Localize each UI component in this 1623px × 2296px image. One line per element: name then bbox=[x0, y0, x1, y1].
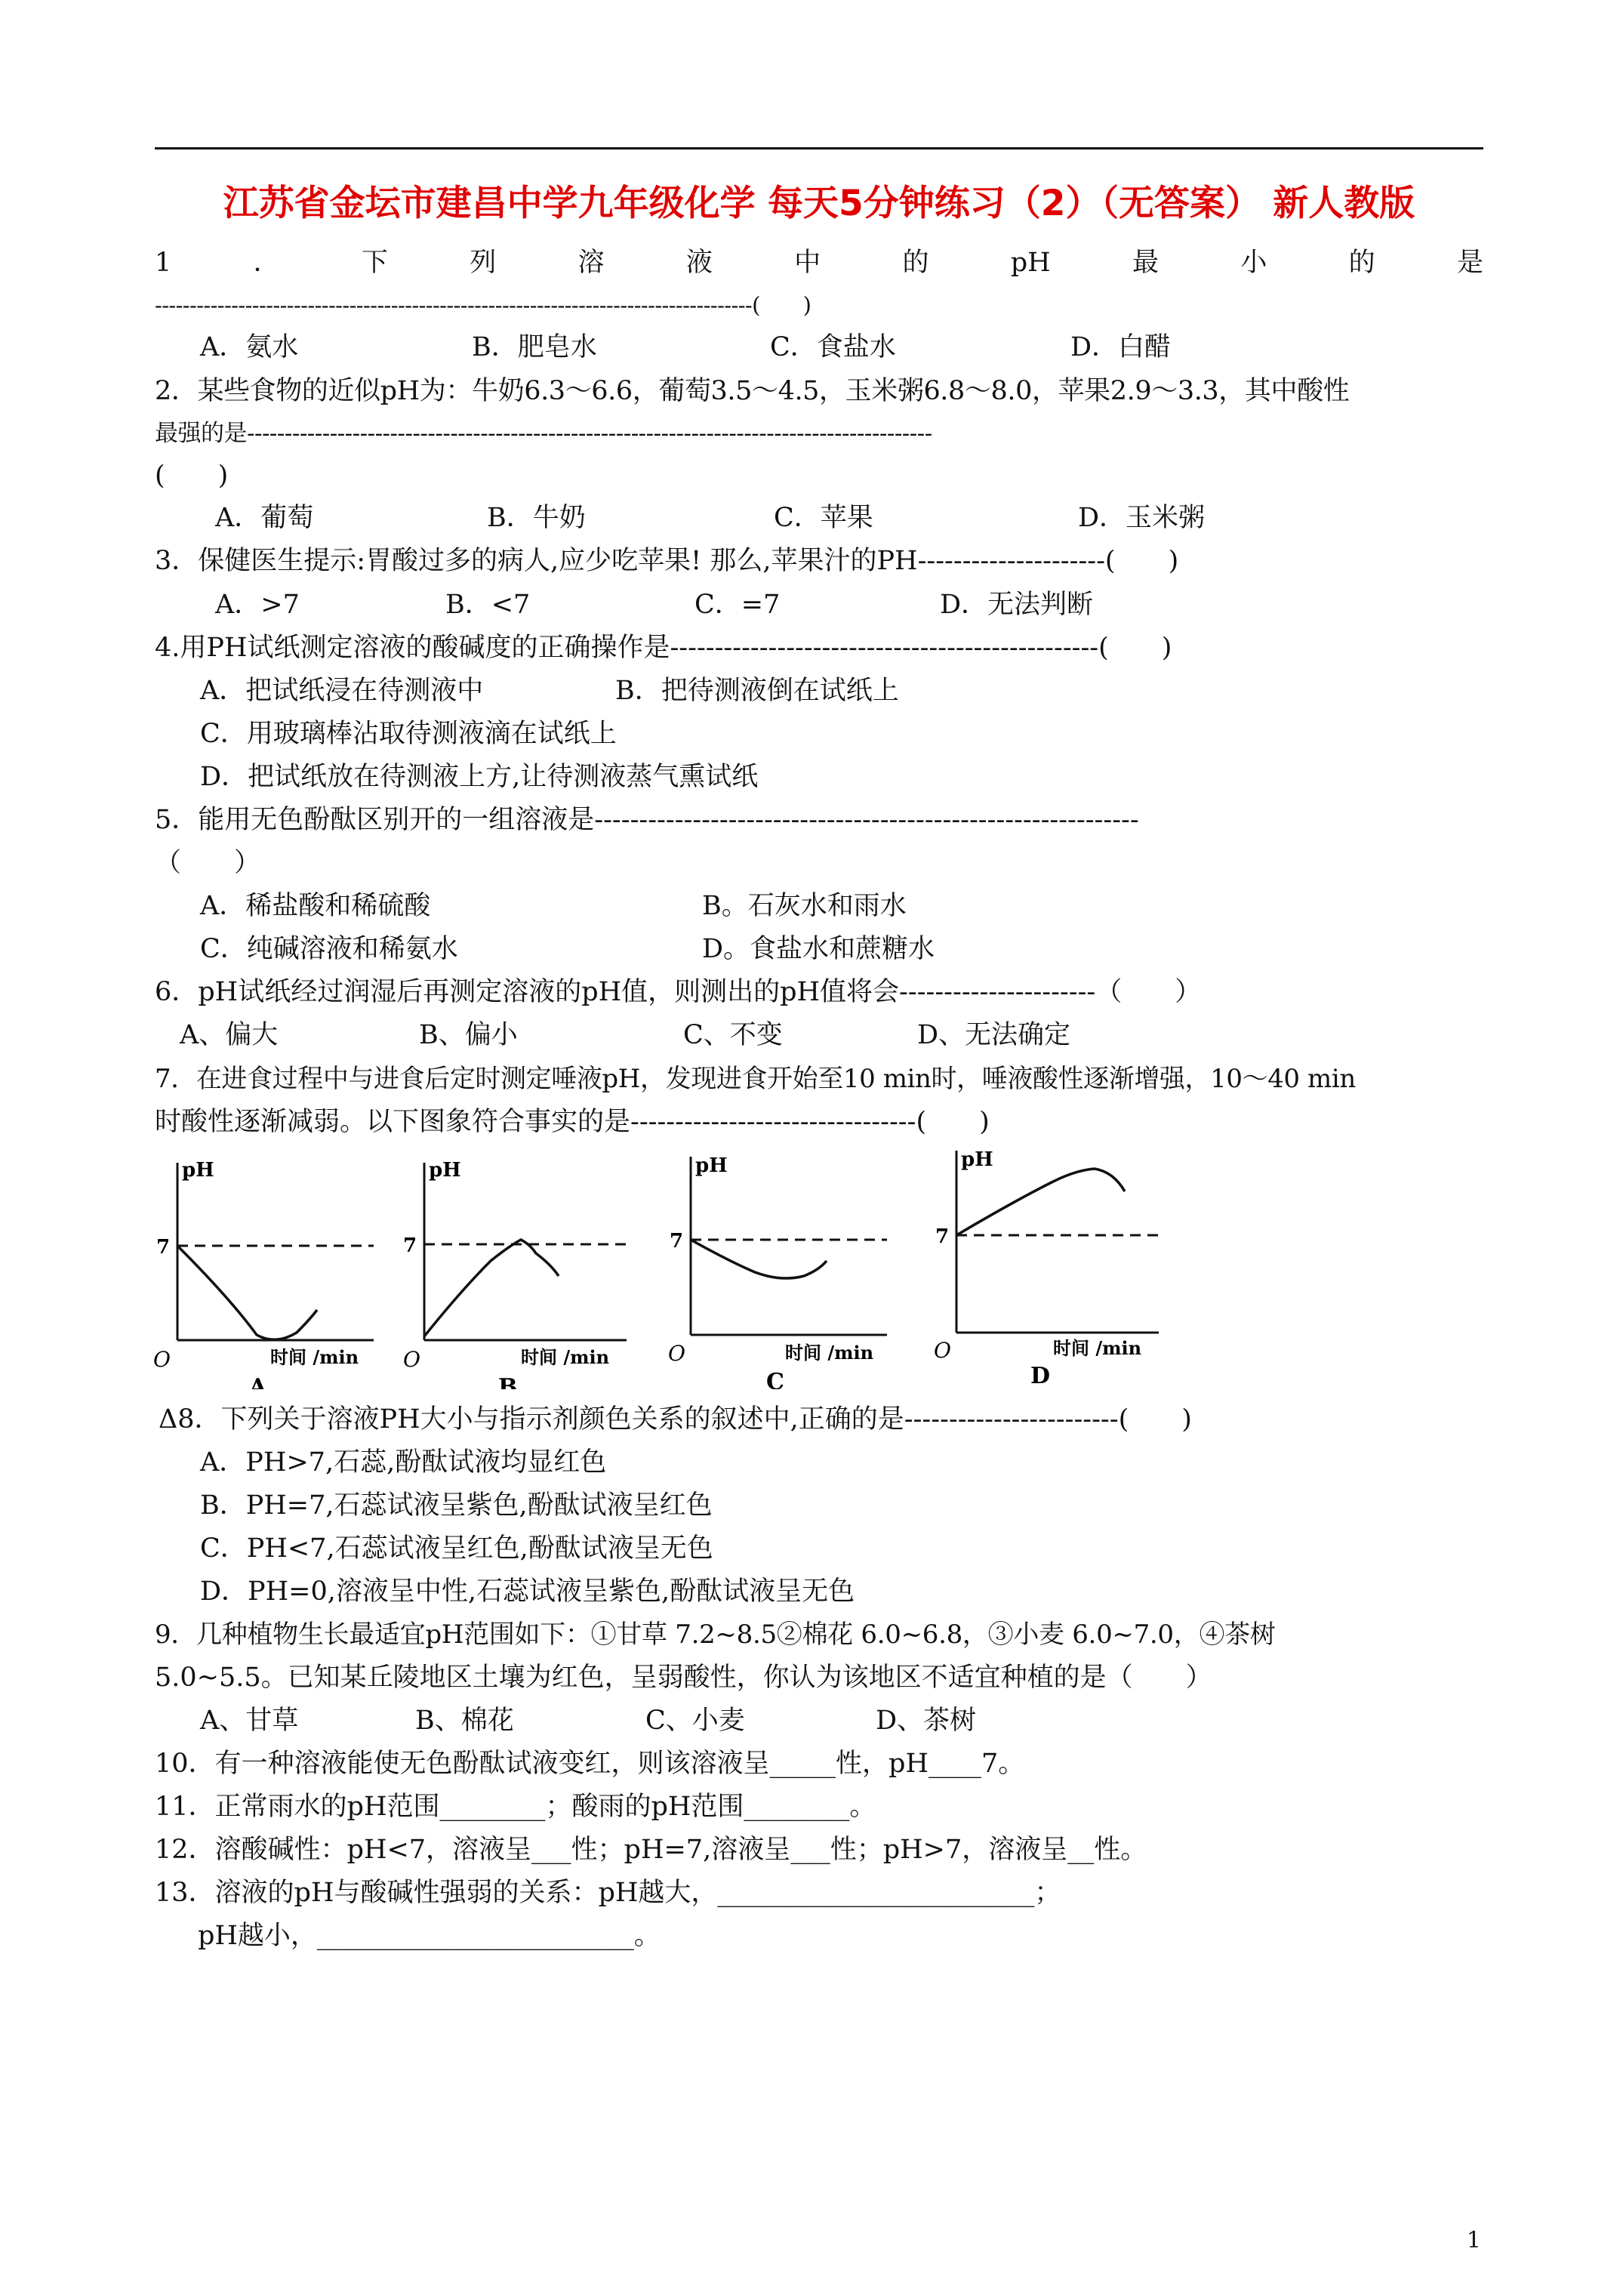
graph-b bbox=[400, 1140, 649, 1389]
q9-option-d: D、茶树 bbox=[876, 1706, 977, 1736]
question-9-stem: 9．几种植物生长最适宜pH范围如下：①甘草 7.2~8.5②棉花 6.0~6.8，③小麦 6.0~7.0，④茶树 bbox=[155, 1620, 1276, 1650]
q2-option-b: B．牛奶 bbox=[487, 503, 586, 533]
page-number: 1 bbox=[1466, 2227, 1481, 2254]
q2-option-c: C．苹果 bbox=[774, 503, 873, 533]
q8-option-d: D．PH=0,溶液呈中性,石蕊试液呈紫色,酚酞试液呈无色 bbox=[200, 1576, 855, 1607]
graph-b-ylabel: pH bbox=[429, 1159, 461, 1182]
question-13: 13．溶液的pH与酸碱性强弱的关系：pH越大，________________________； bbox=[155, 1878, 1061, 1908]
q9-option-c: C、小麦 bbox=[645, 1706, 745, 1736]
q3-option-c: C．=7 bbox=[694, 590, 781, 620]
question-7-stem: 7．在进食过程中与进食后定时测定唾液pH，发现进食开始至10 min时，唾液酸性逐渐增强，10～40 min bbox=[155, 1064, 1356, 1094]
q3-option-b: B．<7 bbox=[445, 590, 531, 620]
question-7-stem-continued: 时酸性逐渐减弱。以下图象符合事实的是--------------------------------( ) bbox=[155, 1107, 990, 1137]
q1-option-d: D．白醋 bbox=[1070, 332, 1172, 362]
question-5-stem: 5．能用无色酚酞区别开的一组溶液是------------------------------------------------------------- bbox=[155, 805, 1139, 835]
q4-option-d: D．把试纸放在待测液上方,让待测液蒸气熏试纸 bbox=[200, 762, 759, 792]
q4-option-a: A．把试纸浸在待测液中 bbox=[200, 676, 484, 706]
question-5-answer-blank: （ ） bbox=[155, 848, 261, 878]
q5-option-c: C．纯碱溶液和稀氨水 bbox=[200, 934, 458, 964]
q9-option-b: B、棉花 bbox=[415, 1706, 514, 1736]
q8-option-a: A．PH>7,石蕊,酚酞试液均显红色 bbox=[200, 1447, 607, 1478]
q8-option-b: B．PH=7,石蕊试液呈紫色,酚酞试液呈红色 bbox=[200, 1490, 713, 1521]
question-2-stem: 2．某些食物的近似pH为：牛奶6.3～6.6，葡萄3.5～4.5，玉米粥6.8～8.0，苹果2.9～3.3，其中酸性 bbox=[155, 376, 1350, 406]
q3-option-a: A．>7 bbox=[215, 590, 300, 620]
graph-a-letter: A bbox=[249, 1374, 267, 1389]
q1-option-a: A．氨水 bbox=[200, 332, 299, 362]
graph-b-letter: B bbox=[498, 1374, 518, 1389]
document-title: 江苏省金坛市建昌中学九年级化学 每天5分钟练习（2）（无答案） 新人教版 bbox=[223, 183, 1415, 224]
graph-a-xlabel: 时间 /min bbox=[270, 1346, 359, 1368]
graph-a-seven: 7 bbox=[156, 1236, 171, 1259]
graph-a bbox=[147, 1140, 396, 1389]
q6-option-d: D、无法确定 bbox=[917, 1020, 1071, 1050]
graph-c-ylabel: pH bbox=[695, 1154, 728, 1177]
q2-option-a: A．葡萄 bbox=[215, 503, 314, 533]
q5-option-a: A．稀盐酸和稀硫酸 bbox=[200, 891, 431, 921]
question-11: 11．正常雨水的pH范围________；酸雨的pH范围________。 bbox=[155, 1792, 876, 1822]
question-9-stem-continued: 5.0~5.5。已知某丘陵地区土壤为红色，呈弱酸性，你认为该地区不适宜种植的是（ ） bbox=[155, 1663, 1212, 1693]
graph-c-xlabel: 时间 /min bbox=[785, 1342, 874, 1364]
graph-b-seven: 7 bbox=[403, 1234, 417, 1257]
question-1-answer-blank: --------------------------------------------------------------------------------------( ) bbox=[155, 292, 812, 318]
graph-b-xlabel: 时间 /min bbox=[521, 1346, 610, 1368]
question-13-continued: pH越小，________________________。 bbox=[198, 1921, 661, 1951]
q1-option-b: B．肥皂水 bbox=[472, 332, 597, 362]
q5-option-d: D。食盐水和蔗糖水 bbox=[702, 934, 935, 964]
graph-d bbox=[925, 1140, 1174, 1389]
question-4-stem: 4.用PH试纸测定溶液的酸碱度的正确操作是------------------------------------------------( ) bbox=[155, 633, 1172, 663]
q1-option-c: C．食盐水 bbox=[770, 332, 896, 362]
q4-option-c: C．用玻璃棒沾取待测液滴在试纸上 bbox=[200, 719, 617, 749]
q6-option-b: B、偏小 bbox=[419, 1020, 518, 1050]
question-12: 12．溶酸碱性：pH<7，溶液呈___性；pH=7,溶液呈___性；pH>7，溶液呈__性。 bbox=[155, 1835, 1147, 1865]
graph-d-ylabel: pH bbox=[961, 1148, 993, 1171]
question-2-stem-continued: 最强的是------------------------------------------------------------------------------------------- bbox=[155, 420, 932, 447]
q6-option-c: C、不变 bbox=[683, 1020, 783, 1050]
header-rule bbox=[155, 147, 1483, 149]
graph-c-seven: 7 bbox=[670, 1230, 684, 1253]
q6-option-a: A、偏大 bbox=[180, 1020, 279, 1050]
question-8-stem: Δ8．下列关于溶液PH大小与指示剂颜色关系的叙述中,正确的是------------------------( ) bbox=[159, 1404, 1192, 1435]
q8-option-c: C．PH<7,石蕊试液呈红色,酚酞试液呈无色 bbox=[200, 1533, 713, 1564]
q4-option-b: B．把待测液倒在试纸上 bbox=[615, 676, 899, 706]
question-10: 10．有一种溶液能使无色酚酞试液变红，则该溶液呈_____性，pH____7。 bbox=[155, 1749, 1025, 1779]
graph-d-origin: O bbox=[934, 1338, 951, 1363]
graph-a-origin: O bbox=[153, 1347, 171, 1372]
q2-option-d: D．玉米粥 bbox=[1078, 503, 1206, 533]
question-6-stem: 6．pH试纸经过润湿后再测定溶液的pH值，则测出的pH值将会----------------------（ ） bbox=[155, 977, 1202, 1007]
q9-option-a: A、甘草 bbox=[200, 1706, 299, 1736]
graph-c bbox=[661, 1140, 910, 1389]
graph-a-ylabel: pH bbox=[182, 1159, 214, 1182]
graph-c-letter: C bbox=[766, 1369, 784, 1389]
graph-d-xlabel: 时间 /min bbox=[1053, 1337, 1142, 1359]
graph-b-origin: O bbox=[403, 1347, 420, 1372]
q3-option-d: D．无法判断 bbox=[940, 590, 1094, 620]
question-1-stem: 1 ． 下 列 溶 液 中 的 pH 最 小 的 是 bbox=[155, 248, 1483, 278]
graph-d-seven: 7 bbox=[935, 1225, 950, 1248]
question-2-answer-blank: ( ) bbox=[155, 461, 229, 491]
graph-c-origin: O bbox=[668, 1341, 685, 1366]
graph-d-letter: D bbox=[1030, 1363, 1051, 1389]
q5-option-b: B。石灰水和雨水 bbox=[702, 891, 907, 921]
question-3-stem: 3．保健医生提示:胃酸过多的病人,应少吃苹果! 那么,苹果汁的PH---------------------( ) bbox=[155, 546, 1179, 576]
